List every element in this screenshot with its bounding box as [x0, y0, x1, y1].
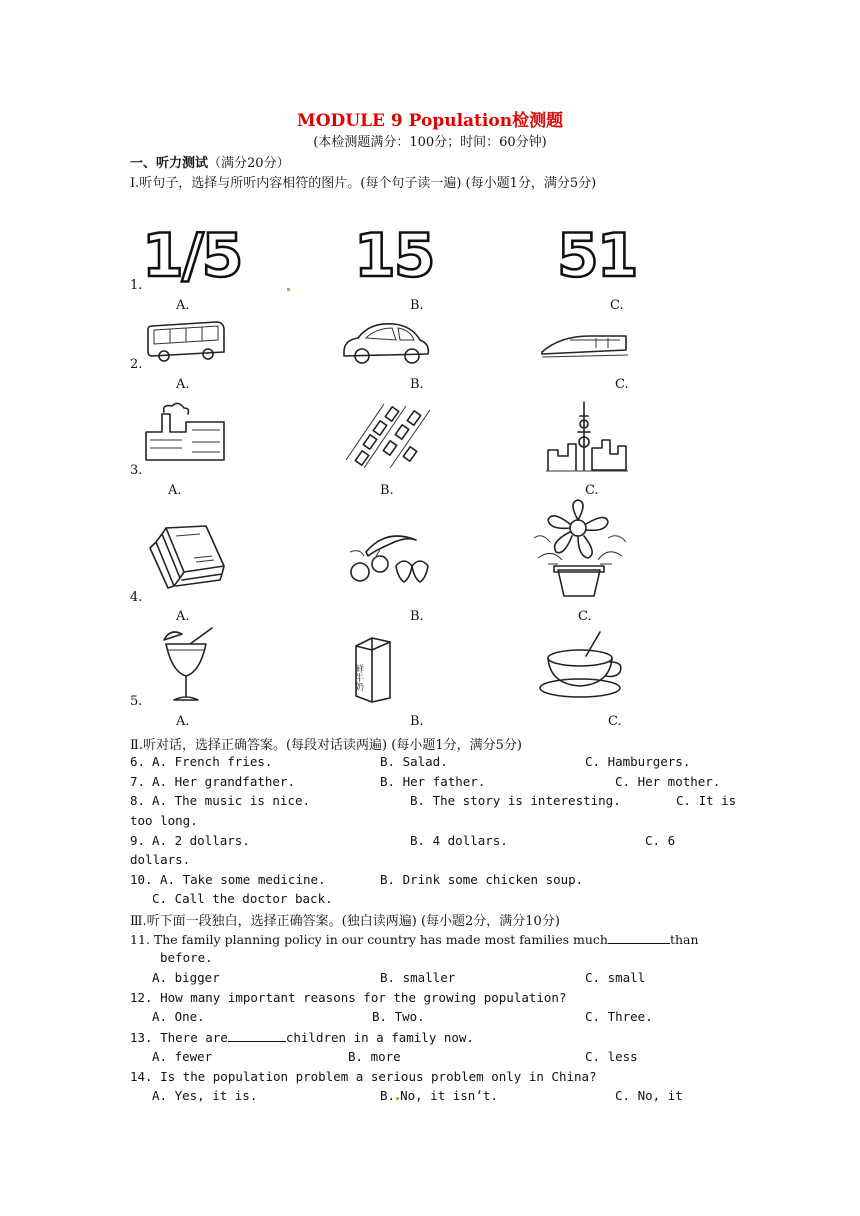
section-score: （满分20分） — [208, 156, 290, 171]
option-b-label: B. — [410, 714, 424, 729]
q6-option-a: A. French fries. — [152, 754, 273, 769]
q11-stem-continued: before. — [160, 950, 213, 965]
books-icon — [146, 522, 228, 590]
option-b-label: B. — [380, 483, 394, 498]
option-b-label: B. — [410, 298, 424, 313]
page-title: MODULE 9 Population检测题 — [296, 111, 564, 131]
question-label-1: 1. — [130, 278, 143, 293]
option-b-label: B. — [410, 377, 424, 392]
stray-mark — [287, 288, 290, 291]
q14-option-b-text: No, it isn’t. — [400, 1088, 498, 1103]
factory-icon — [142, 402, 228, 462]
q12-option-a: A. One. — [152, 1009, 205, 1024]
q10-option-a: A. Take some medicine. — [160, 872, 326, 887]
svg-text:15: 15 — [354, 221, 434, 291]
svg-text:51: 51 — [557, 221, 637, 291]
option-c-label: C. — [608, 714, 622, 729]
option-a-label: A. — [176, 298, 190, 313]
train-icon — [540, 330, 630, 360]
q6-option-b: B. Salad. — [380, 754, 448, 769]
q11-option-a: A. bigger — [152, 970, 220, 985]
q11-stem-text: 11. The family planning policy in our country has made most families much — [130, 932, 608, 947]
part3-instruction: Ⅲ.听下面一段独白，选择正确答案。(独白读两遍) (每小题2分，满分10分) — [130, 914, 560, 929]
answer-blank — [228, 1029, 286, 1042]
question-label-4: 4. — [130, 590, 143, 605]
q12-option-b: B. Two. — [372, 1009, 425, 1024]
q9-option-c-continued: dollars. — [130, 852, 191, 867]
juice-glass-icon — [160, 626, 216, 704]
q8-option-b: B. The story is interesting. — [410, 793, 621, 808]
fruit-icon — [346, 526, 432, 584]
q8-option-c-continued: too long. — [130, 813, 198, 828]
stray-mark — [396, 1097, 399, 1100]
q7-option-c: C. Her mother. — [615, 774, 721, 789]
option-c-label: C. — [615, 377, 629, 392]
option-a-label: A. — [176, 609, 190, 624]
tea-cup-icon — [540, 628, 626, 700]
question-label-2: 2. — [130, 357, 143, 372]
svg-text:1/5: 1/5 — [142, 221, 242, 291]
q11-stem — [130, 931, 699, 947]
option-a-label: A. — [176, 377, 190, 392]
option-a-label: A. — [176, 714, 190, 729]
q6-number: 6. — [130, 754, 146, 769]
option-b-label: B. — [410, 609, 424, 624]
question-label-5: 5. — [130, 694, 143, 709]
number-one-fifth-icon — [140, 221, 242, 291]
q11-option-b: B. smaller — [380, 970, 456, 985]
q9-option-b: B. 4 dollars. — [410, 833, 508, 848]
part2-instruction: Ⅱ.听对话，选择正确答案。(每段对话读两遍) (每小题1分，满分5分) — [130, 738, 522, 753]
section-title: 听力测试 — [156, 156, 209, 171]
q13-option-c: C. less — [585, 1049, 638, 1064]
q14-option-b-letter: B. — [380, 1088, 396, 1103]
q14-option-b — [380, 1088, 498, 1103]
option-c-label: C. — [578, 609, 592, 624]
q7-number: 7. — [130, 774, 146, 789]
q8-option-c: C. It is — [676, 793, 737, 808]
q11-option-c: C. small — [585, 970, 646, 985]
milk-carton-icon — [352, 632, 394, 702]
q8-option-a: A. The music is nice. — [152, 793, 311, 808]
q13-stem-end: children in a family now. — [285, 1030, 474, 1045]
q14-option-a: A. Yes, it is. — [152, 1088, 258, 1103]
answer-blank — [608, 931, 670, 944]
q11-stem-end: than — [669, 932, 699, 947]
q14-option-c: C. No, it — [615, 1088, 683, 1103]
section-number: 一、 — [130, 156, 157, 171]
q9-option-c: C. 6 — [645, 833, 676, 848]
milk-carton-label: 鲜牛奶 — [353, 664, 363, 691]
q9-option-a: A. 2 dollars. — [152, 833, 250, 848]
q13-stem-start: 13. There are — [130, 1030, 228, 1045]
section-heading — [130, 152, 290, 171]
number-fifteen-icon — [352, 221, 434, 291]
number-fifty-one-icon — [555, 221, 637, 291]
q7-option-a: A. Her grandfather. — [152, 774, 295, 789]
q13-stem — [130, 1029, 474, 1045]
city-skyline-icon — [546, 398, 628, 472]
option-c-label: C. — [585, 483, 599, 498]
q7-option-b: B. Her father. — [380, 774, 486, 789]
q10-option-c: C. Call the doctor back. — [152, 891, 333, 906]
car-icon — [340, 318, 432, 368]
flower-pot-icon — [528, 498, 630, 600]
q9-number: 9. — [130, 833, 146, 848]
q13-option-a: A. fewer — [152, 1049, 213, 1064]
page-subtitle: (本检测题满分：100分；时间：60分钟) — [313, 135, 547, 150]
q8-number: 8. — [130, 793, 146, 808]
q14-stem: 14. Is the population problem a serious problem only in China? — [130, 1069, 597, 1084]
q10-number: 10. — [130, 872, 153, 887]
q12-stem: 12. How many important reasons for the growing population? — [130, 990, 567, 1005]
q6-option-c: C. Hamburgers. — [585, 754, 691, 769]
question-label-3: 3. — [130, 463, 143, 478]
bus-icon — [146, 318, 226, 364]
q10-option-b: B. Drink some chicken soup. — [380, 872, 584, 887]
option-c-label: C. — [610, 298, 624, 313]
q12-option-c: C. Three. — [585, 1009, 653, 1024]
option-a-label: A. — [168, 483, 182, 498]
q13-option-b: B. more — [348, 1049, 401, 1064]
traffic-jam-icon — [344, 400, 434, 470]
part1-instruction: Ⅰ.听句子，选择与所听内容相符的图片。(每个句子读一遍) (每小题1分，满分5分) — [130, 176, 597, 191]
